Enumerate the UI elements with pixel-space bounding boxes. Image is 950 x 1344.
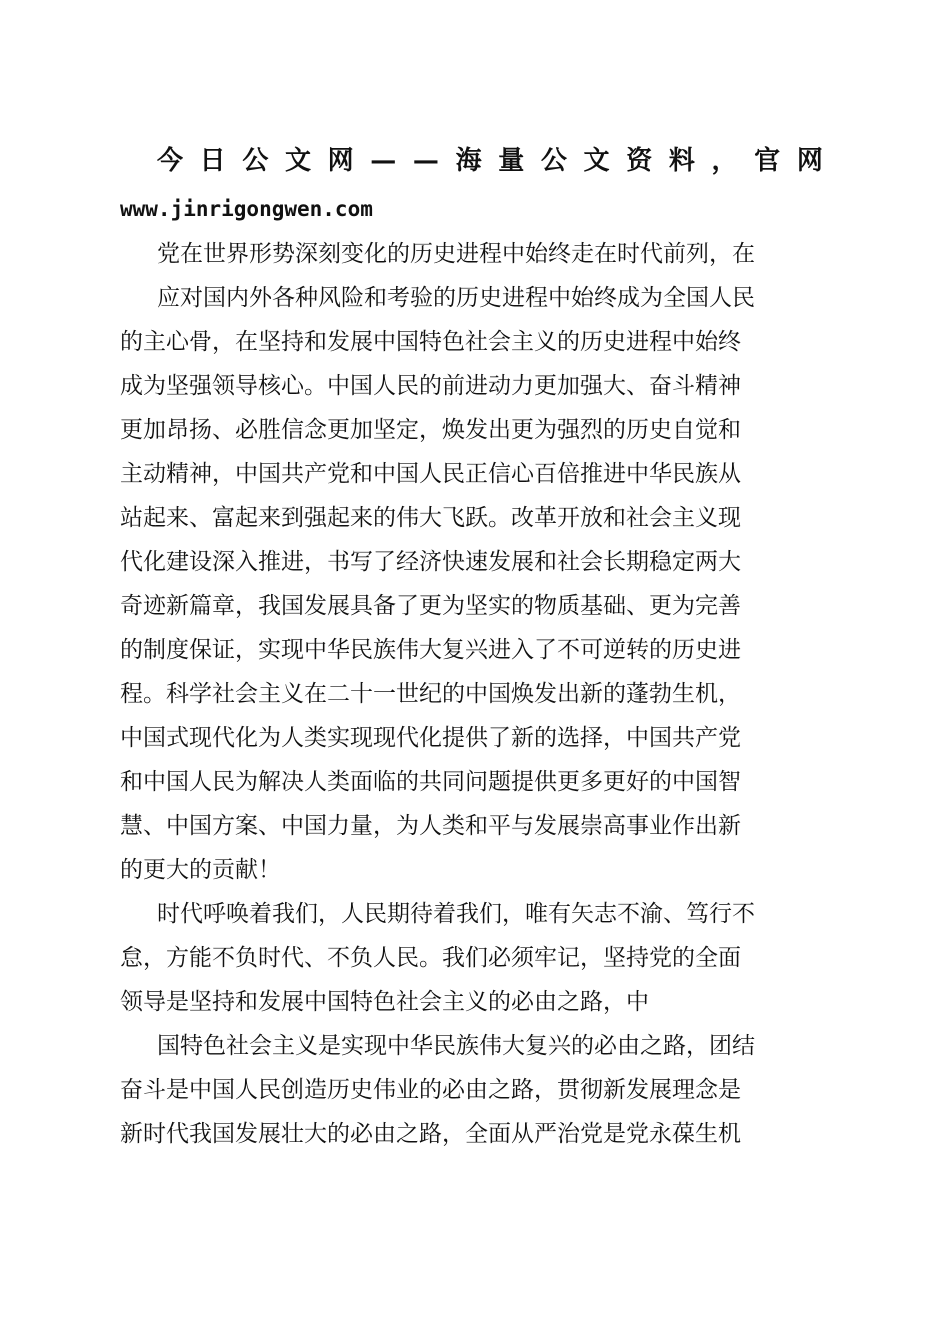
body-line: 党在世界形势深刻变化的历史进程中始终走在时代前列，在 bbox=[157, 241, 755, 267]
title-char: 文 bbox=[284, 146, 311, 176]
title-char: 网 bbox=[796, 146, 823, 176]
body-line: 慧、中国方案、中国力量，为人类和平与发展崇高事业作出新 bbox=[120, 813, 741, 839]
site-title bbox=[157, 146, 823, 176]
body-line: 应对国内外各种风险和考验的历史进程中始终成为全国人民 bbox=[157, 285, 755, 311]
body-line: 的主心骨，在坚持和发展中国特色社会主义的历史进程中始终 bbox=[120, 329, 741, 355]
title-char: ， bbox=[711, 146, 738, 176]
body-line: 主动精神，中国共产党和中国人民正信心百倍推进中华民族从 bbox=[120, 461, 741, 487]
title-char: 公 bbox=[242, 146, 269, 176]
site-url: www.jinrigongwen.com bbox=[120, 197, 373, 221]
body-line: 程。科学社会主义在二十一世纪的中国焕发出新的蓬勃生机， bbox=[120, 681, 741, 707]
title-char: 今 bbox=[157, 146, 184, 176]
title-char: — bbox=[370, 146, 397, 176]
body-line: 奋斗是中国人民创造历史伟业的必由之路，贯彻新发展理念是 bbox=[120, 1077, 741, 1103]
body-line: 代化建设深入推进，书写了经济快速发展和社会长期稳定两大 bbox=[120, 549, 741, 575]
body-line: 的更大的贡献！ bbox=[120, 857, 281, 883]
title-char: 公 bbox=[540, 146, 567, 176]
body-line: 怠，方能不负时代、不负人民。我们必须牢记，坚持党的全面 bbox=[120, 945, 741, 971]
title-char: 日 bbox=[199, 146, 226, 176]
body-line: 的制度保证，实现中华民族伟大复兴进入了不可逆转的历史进 bbox=[120, 637, 741, 663]
title-char: 官 bbox=[754, 146, 781, 176]
body-line: 中国式现代化为人类实现现代化提供了新的选择，中国共产党 bbox=[120, 725, 741, 751]
body-line: 时代呼唤着我们，人民期待着我们，唯有矢志不渝、笃行不 bbox=[157, 901, 755, 927]
title-char: — bbox=[412, 146, 439, 176]
body-line: 奇迹新篇章，我国发展具备了更为坚实的物质基础、更为完善 bbox=[120, 593, 741, 619]
title-char: 资 bbox=[626, 146, 653, 176]
body-line: 更加昂扬、必胜信念更加坚定，焕发出更为强烈的历史自觉和 bbox=[120, 417, 741, 443]
title-char: 网 bbox=[327, 146, 354, 176]
body-line: 站起来、富起来到强起来的伟大飞跃。改革开放和社会主义现 bbox=[120, 505, 741, 531]
body-line: 和中国人民为解决人类面临的共同问题提供更多更好的中国智 bbox=[120, 769, 741, 795]
body-line: 国特色社会主义是实现中华民族伟大复兴的必由之路，团结 bbox=[157, 1033, 755, 1059]
title-char: 量 bbox=[498, 146, 525, 176]
title-char: 文 bbox=[583, 146, 610, 176]
body-line: 领导是坚持和发展中国特色社会主义的必由之路，中 bbox=[120, 989, 649, 1015]
body-line: 新时代我国发展壮大的必由之路，全面从严治党是党永葆生机 bbox=[120, 1121, 741, 1147]
title-char: 料 bbox=[668, 146, 695, 176]
title-char: 海 bbox=[455, 146, 482, 176]
body-line: 成为坚强领导核心。中国人民的前进动力更加强大、奋斗精神 bbox=[120, 373, 741, 399]
